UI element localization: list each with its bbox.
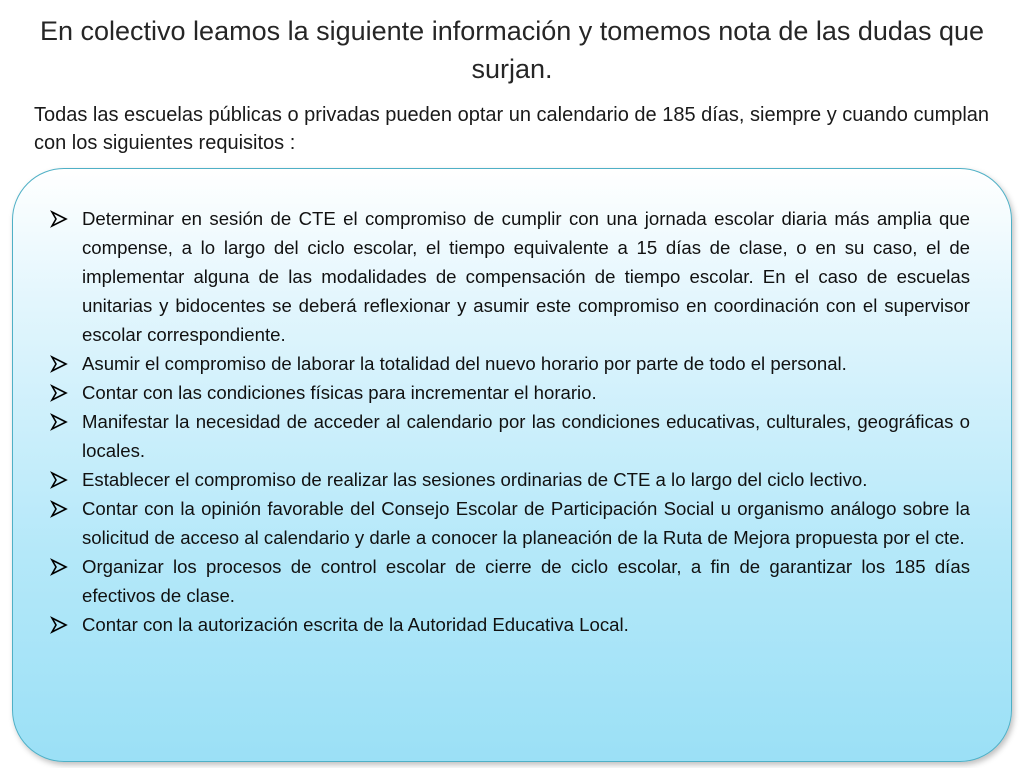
- arrow-bullet-icon: [50, 500, 68, 518]
- requirement-text: Determinar en sesión de CTE el compromiso de cumplir con una jornada escolar diaria más amplia que compense, a lo largo del ciclo escolar, el tiempo equivalente a 15 días de clase, o en su caso, el de implementar alguna de las modalidades de compensación de tiempo escolar. En el caso de escuelas unitarias y bidocentes se deberá reflexionar y asumir este compromiso en coordinación con el supervisor escolar correspondiente.: [82, 208, 970, 345]
- requirement-item: [50, 407, 970, 465]
- requirement-text: Contar con la opinión favorable del Consejo Escolar de Participación Social u organismo análogo sobre la solicitud de acceso al calendario y darle a conocer la planeación de la Ruta de Mejora propuesta por el cte.: [82, 498, 970, 548]
- intro-paragraph: Todas las escuelas públicas o privadas pueden optar un calendario de 185 días, siempre y cuando cumplan con los siguientes requisitos :: [34, 104, 990, 154]
- arrow-bullet-icon: [50, 210, 68, 228]
- requirement-text: Organizar los procesos de control escolar de cierre de ciclo escolar, a fin de garantizar los 185 días efectivos de clase.: [82, 556, 970, 606]
- requirement-item: [50, 552, 970, 610]
- slide-title: En colectivo leamos la siguiente información y tomemos nota de las dudas que surjan.: [39, 16, 985, 84]
- requirements-list: [50, 204, 970, 639]
- arrow-bullet-icon: [50, 471, 68, 489]
- requirement-item: [50, 610, 970, 639]
- arrow-bullet-icon: [50, 384, 68, 402]
- requirement-item: [50, 494, 970, 552]
- requirement-text: Contar con la autorización escrita de la Autoridad Educativa Local.: [82, 614, 629, 635]
- requirement-item: [50, 349, 970, 378]
- requirement-text: Manifestar la necesidad de acceder al calendario por las condiciones educativas, culturales, geográficas o locales.: [82, 411, 970, 461]
- requirement-item: [50, 204, 970, 349]
- arrow-bullet-icon: [50, 558, 68, 576]
- requirement-item: [50, 465, 970, 494]
- arrow-bullet-icon: [50, 616, 68, 634]
- requirement-text: Asumir el compromiso de laborar la totalidad del nuevo horario por parte de todo el personal.: [82, 353, 847, 374]
- arrow-bullet-icon: [50, 413, 68, 431]
- requirement-text: Establecer el compromiso de realizar las sesiones ordinarias de CTE a lo largo del ciclo lectivo.: [82, 469, 868, 490]
- requirement-text: Contar con las condiciones físicas para incrementar el horario.: [82, 382, 597, 403]
- requirement-item: [50, 378, 970, 407]
- arrow-bullet-icon: [50, 355, 68, 373]
